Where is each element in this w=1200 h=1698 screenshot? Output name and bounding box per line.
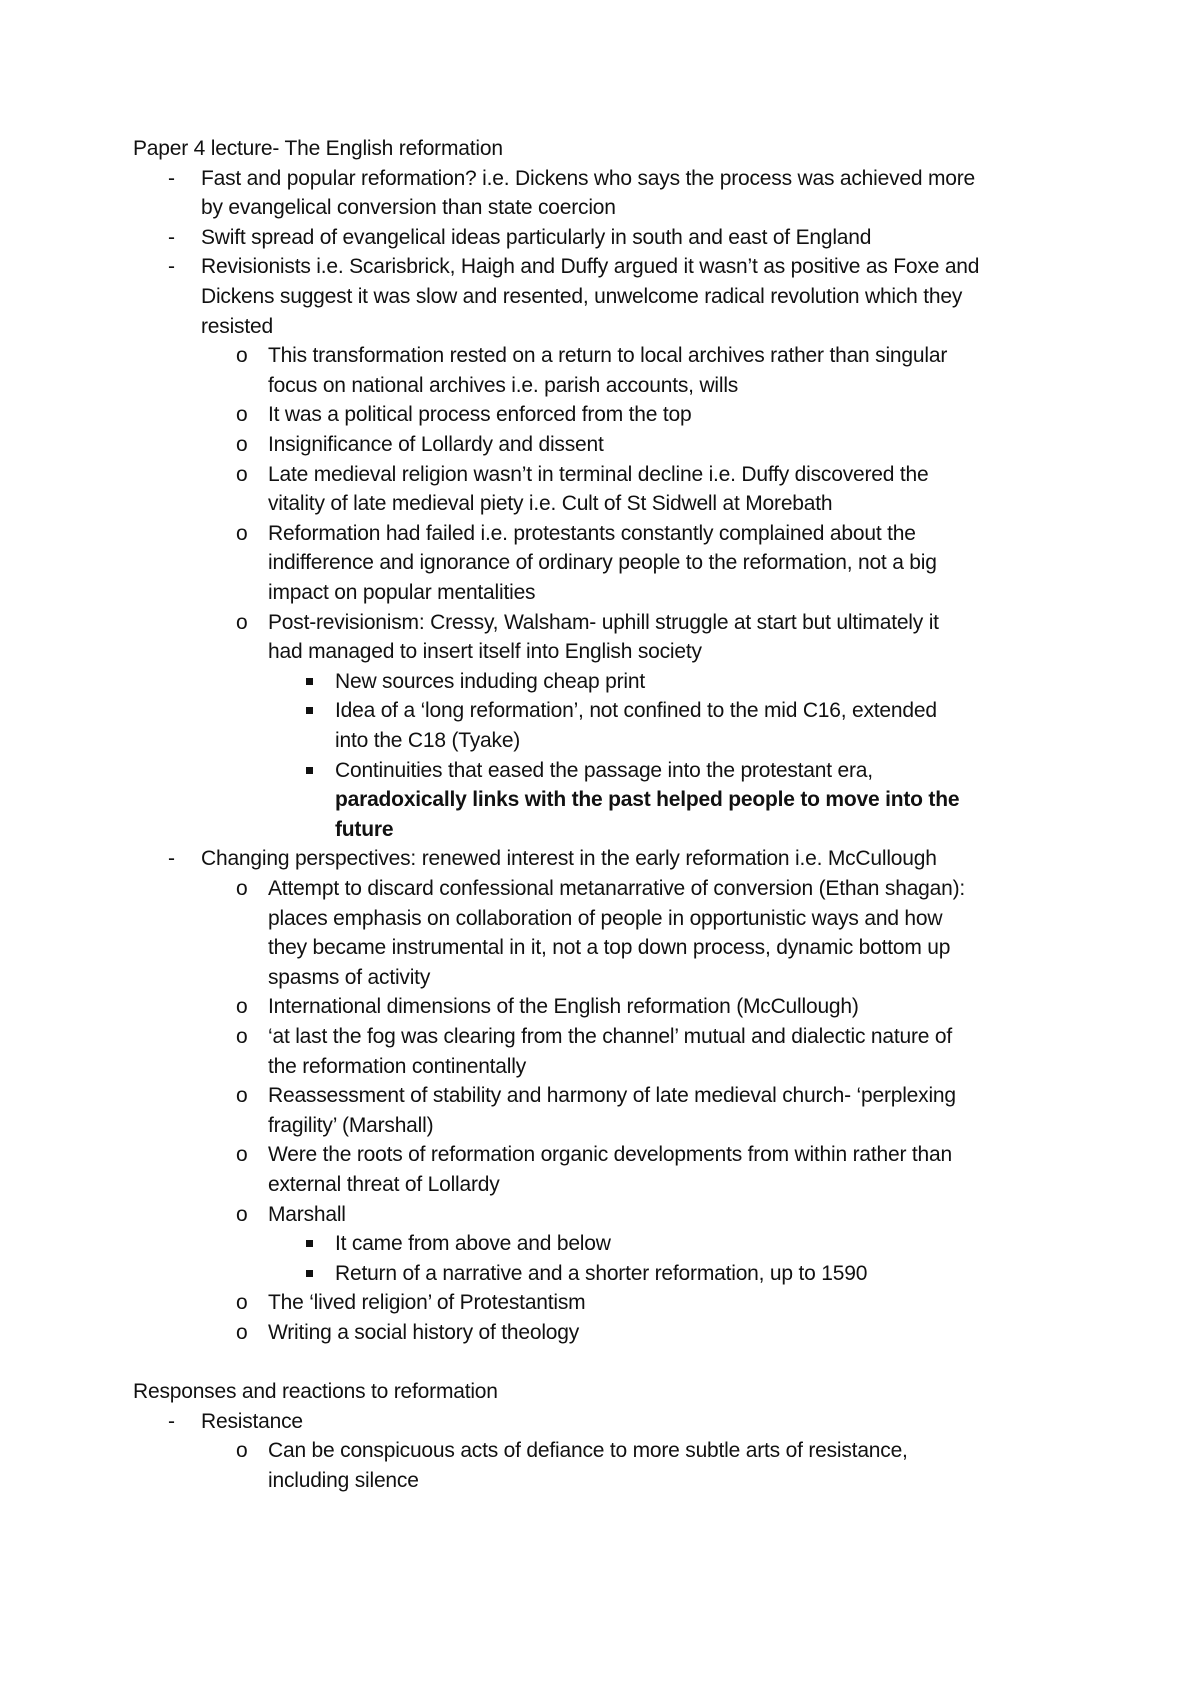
list-item-text: Marshall (268, 1202, 346, 1226)
circle-bullet-icon: o (236, 403, 248, 427)
list-item-text: resisted (201, 314, 273, 338)
circle-bullet-icon: o (236, 1321, 248, 1344)
list-item-text: ‘at last the fog was clearing from the channel’ mutual and dialectic nature of (268, 1025, 953, 1048)
circle-bullet-icon: o (236, 1439, 248, 1463)
list-item-text: Idea of a ‘long reformation’, not confined to the mid C16, extended (335, 699, 937, 723)
dash-bullet-icon: - (168, 166, 175, 190)
list-item-text: Continuities that eased the passage into the protestant era, (335, 758, 873, 782)
list-item-text: Reformation had failed i.e. protestants constantly complained about the (268, 521, 916, 545)
list-item-text: It was a political process enforced from the top (268, 403, 692, 427)
list-item-text: Revisionists i.e. Scarisbrick, Haigh and Duffy argued it wasn’t as positive as Foxe and (201, 255, 980, 279)
list-item-text: impact on popular mentalities (268, 581, 536, 604)
list-item-text: Return of a narrative and a shorter reformation, up to 1590 (335, 1261, 868, 1285)
section-heading: Paper 4 lecture- The English reformation (133, 137, 503, 160)
list-item-text: Insignificance of Lollardy and dissent (268, 433, 604, 456)
square-bullet-icon (306, 767, 313, 774)
list-item-text: Post-revisionism: Cressy, Walsham- uphill struggle at start but ultimately it (268, 610, 939, 634)
list-item-text: they became instrumental in it, not a top down process, dynamic bottom up (268, 936, 951, 960)
list-item-text: indifference and ignorance of ordinary people to the reformation, not a big (268, 551, 937, 575)
dash-bullet-icon: - (168, 1409, 175, 1433)
list-item-text: This transformation rested on a return to local archives rather than singular (268, 344, 948, 368)
list-item-text: had managed to insert itself into English society (268, 640, 702, 664)
list-item-text: The ‘lived religion’ of Protestantism (268, 1291, 586, 1315)
square-bullet-icon (306, 707, 313, 714)
list-item-text: Fast and popular reformation? i.e. Dickens who says the process was achieved more (201, 166, 976, 190)
list-item-text: Late medieval religion wasn’t in terminal decline i.e. Duffy discovered the (268, 462, 929, 486)
circle-bullet-icon: o (236, 1291, 248, 1315)
dash-bullet-icon: - (168, 225, 175, 249)
circle-bullet-icon: o (236, 610, 248, 634)
circle-bullet-icon: o (236, 462, 248, 486)
list-item-text: focus on national archives i.e. parish accounts, wills (268, 373, 739, 397)
list-item-text: into the C18 (Tyake) (335, 729, 521, 752)
list-item-text: vitality of late medieval piety i.e. Cult of St Sidwell at Morebath (268, 492, 833, 516)
dash-bullet-icon: - (168, 255, 175, 279)
list-item-text: Reassessment of stability and harmony of late medieval church- ‘perplexing (268, 1084, 956, 1108)
circle-bullet-icon: o (236, 1084, 248, 1108)
list-item-text: spasms of activity (268, 965, 431, 989)
list-item-text: Attempt to discard confessional metanarrative of conversion (Ethan shagan): (268, 877, 966, 900)
circle-bullet-icon: o (236, 995, 248, 1019)
list-item-text: by evangelical conversion than state coercion (201, 196, 616, 220)
list-item-text: It came from above and below (335, 1232, 611, 1256)
circle-bullet-icon: o (236, 433, 248, 456)
square-bullet-icon (306, 1270, 313, 1277)
circle-bullet-icon: o (236, 1202, 248, 1226)
list-item-text: Dickens suggest it was slow and resented, unwelcome radical revolution which they (201, 285, 963, 308)
section-heading: Responses and reactions to reformation (133, 1380, 498, 1404)
circle-bullet-icon: o (236, 1025, 248, 1048)
circle-bullet-icon: o (236, 521, 248, 545)
circle-bullet-icon: o (236, 344, 248, 368)
list-item-text: Changing perspectives: renewed interest in the early reformation i.e. McCullough (201, 847, 937, 871)
list-item-text: International dimensions of the English reformation (McCullough) (268, 995, 859, 1019)
list-item-text: places emphasis on collaboration of people in opportunistic ways and how (268, 906, 943, 930)
list-item-text: the reformation continentally (268, 1054, 527, 1078)
list-item-emphasis: future (335, 817, 394, 841)
list-item-text: Writing a social history of theology (268, 1321, 580, 1344)
list-item-emphasis: paradoxically links with the past helped people to move into the (335, 788, 960, 812)
list-item-text: Were the roots of reformation organic developments from within rather than (268, 1143, 952, 1167)
list-item-text: external threat of Lollardy (268, 1173, 500, 1196)
square-bullet-icon (306, 1240, 313, 1247)
square-bullet-icon (306, 678, 313, 685)
list-item-text: Swift spread of evangelical ideas particularly in south and east of England (201, 225, 872, 249)
circle-bullet-icon: o (236, 877, 248, 900)
list-item-text: New sources induding cheap print (335, 669, 645, 693)
list-item-text: Resistance (201, 1409, 303, 1433)
circle-bullet-icon: o (236, 1143, 248, 1167)
list-item-text: fragility’ (Marshall) (268, 1113, 434, 1137)
dash-bullet-icon: - (168, 847, 175, 871)
list-item-text: including silence (268, 1469, 419, 1492)
list-item-text: Can be conspicuous acts of defiance to more subtle arts of resistance, (268, 1439, 908, 1463)
